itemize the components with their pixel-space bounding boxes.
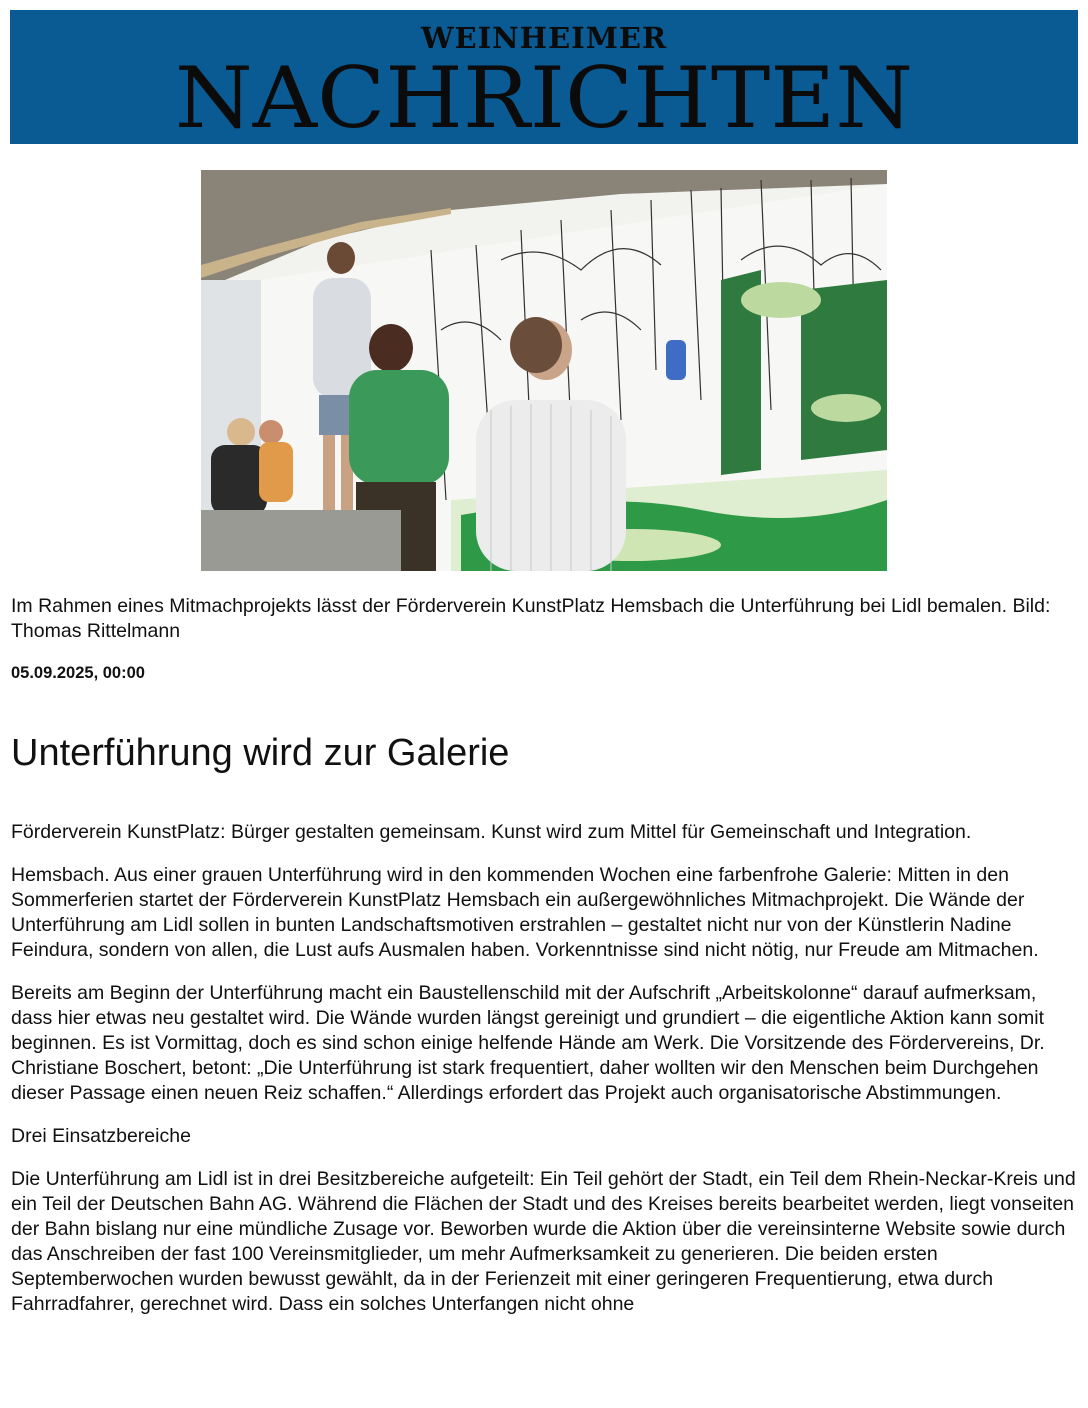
article-subheading: Drei Einsatzbereiche [11, 1125, 191, 1147]
masthead-top-line: WEINHEIMER [420, 21, 668, 55]
article-lead: Förderverein KunstPlatz: Bürger gestalten gemeinsam. Kunst wird zum Mittel für Gemeinschaft und Integration. [11, 821, 972, 843]
article-body [11, 820, 1077, 1335]
publish-date: 05.09.2025, 00:00 [11, 664, 145, 682]
masthead [10, 10, 1078, 147]
article-headline: Unterführung wird zur Galerie [11, 732, 510, 774]
masthead-title: NACHRICHTEN [174, 49, 914, 147]
article-paragraph: Hemsbach. Aus einer grauen Unterführung wird in den kommenden Wochen eine farbenfrohe Galerie: Mitten in den Sommerferien startet der Förderverein KunstPlatz Hemsbach ein außergewöhnliches Mitmachprojekt. Die Wände der Unterführung am Lidl sollen in bunten Landschaftsmotiven erstrahlen – gestaltet nicht nur von der Künstlerin Nadine Feindura, sondern von allen, die Lust aufs Ausmalen haben. Vorkenntnisse sind nicht nötig, nur Freude am Mitmachen. [11, 864, 1039, 961]
mural-photo-illustration [201, 170, 887, 571]
photo-caption: Im Rahmen eines Mitmachprojekts lässt der Förderverein KunstPlatz Hemsbach die Unterführung bei Lidl bemalen. Bild: Thomas Rittelmann [11, 595, 1051, 642]
article-paragraph: Bereits am Beginn der Unterführung macht ein Baustellenschild mit der Aufschrift „Arbeitskolonne“ darauf aufmerksam, dass hier etwas neu gestaltet wird. Die Wände wurden längst gereinigt und grundiert – die eigentliche Aktion kann somit beginnen. Es ist Vormittag, doch es sind schon einige helfende Hände am Werk. Die Vorsitzende des Fördervereins, Dr. Christiane Boschert, betont: „Die Unterführung ist stark frequentiert, daher wollten wir den Menschen beim Durchgehen dieser Passage einen neuen Reiz schaffen.“ Allerdings erfordert das Projekt auch organisatorische Abstimmungen. [11, 982, 1045, 1104]
article-photo [201, 170, 887, 571]
article-paragraph: Die Unterführung am Lidl ist in drei Besitzbereiche aufgeteilt: Ein Teil gehört der Stadt, ein Teil dem Rhein-Neckar-Kreis und ein Teil der Deutschen Bahn AG. Während die Flächen der Stadt und des Kreises bereits bearbeitet werden, liegt vonseiten der Bahn bislang nur eine mündliche Zusage vor. Beworben wurde die Aktion über die vereinsinterne Website sowie durch das Anschreiben der fast 100 Vereinsmitglieder, um mehr Aufmerksamkeit zu generieren. Die beiden ersten Septemberwochen wurden bewusst gewählt, da in der Ferienzeit mit einer geringeren Frequentierung, etwa durch Fahrradfahrer, gerechnet wird. Dass ein solches Unterfangen nicht ohne [11, 1168, 1076, 1315]
